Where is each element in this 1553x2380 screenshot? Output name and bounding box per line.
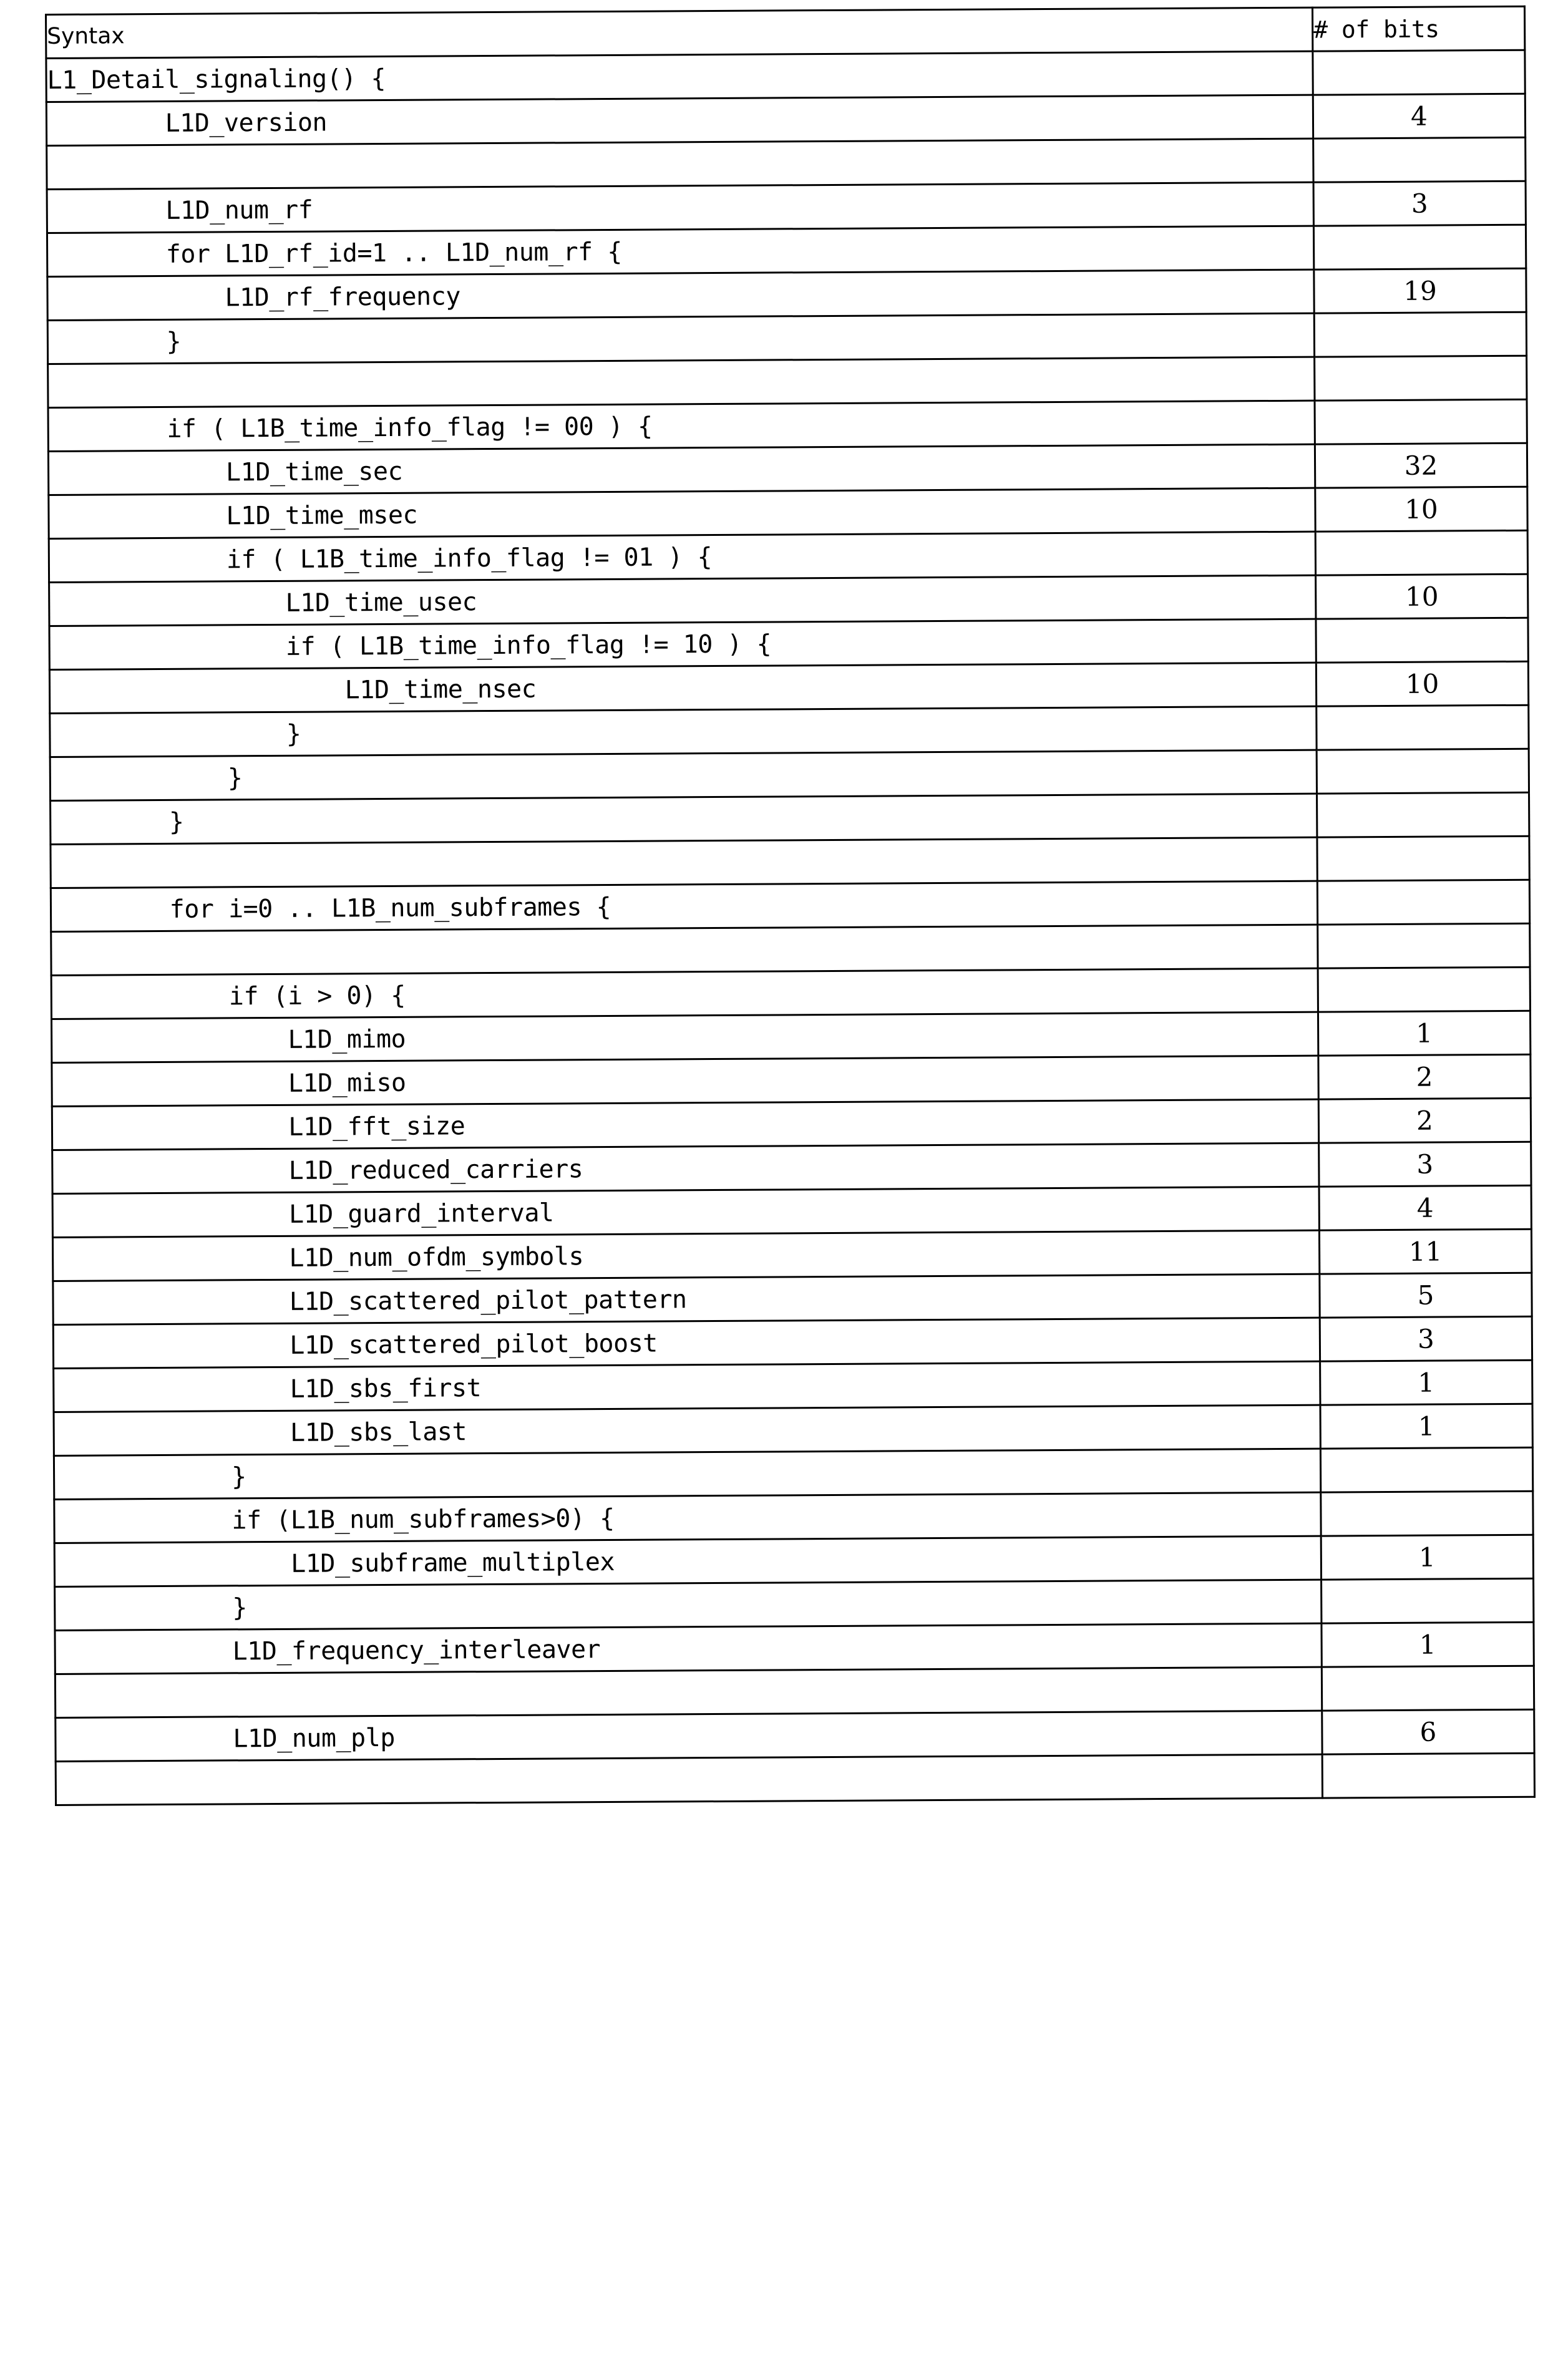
table-row <box>55 1578 1534 1630</box>
bits-cell: 2 <box>1318 1098 1531 1143</box>
table-row <box>49 618 1528 669</box>
table-row <box>49 530 1527 582</box>
table-row <box>52 1098 1531 1150</box>
table-row <box>48 443 1527 495</box>
table-body <box>46 50 1535 1805</box>
bits-cell: 11 <box>1319 1229 1531 1274</box>
syntax-cell: L1D_miso <box>52 1056 1318 1106</box>
table-row <box>56 1753 1534 1805</box>
bits-cell: 6 <box>1322 1709 1534 1754</box>
syntax-cell-empty <box>48 357 1315 407</box>
syntax-cell: if (L1B_num_subframes>0) { <box>54 1492 1321 1543</box>
syntax-cell: } <box>55 1580 1322 1630</box>
syntax-cell: L1D_time_sec <box>48 444 1315 495</box>
bits-cell-empty <box>1320 1447 1532 1492</box>
table-row <box>54 1404 1532 1455</box>
syntax-cell: L1D_num_plp <box>56 1711 1322 1761</box>
syntax-cell: } <box>54 1449 1320 1499</box>
bits-cell-empty <box>1315 356 1527 401</box>
table-row <box>54 1360 1532 1412</box>
syntax-cell: L1D_time_usec <box>49 575 1316 626</box>
table-row <box>50 705 1529 757</box>
syntax-cell: L1D_num_rf <box>47 182 1313 233</box>
table-row <box>54 1491 1533 1543</box>
syntax-cell: L1D_mimo <box>52 1012 1318 1062</box>
syntax-cell: } <box>51 794 1317 844</box>
syntax-cell: if ( L1B_time_info_flag != 01 ) { <box>49 532 1315 582</box>
bits-cell-empty <box>1313 137 1526 182</box>
syntax-cell: L1D_frequency_interleaver <box>55 1623 1322 1674</box>
bits-cell: 1 <box>1321 1535 1533 1580</box>
syntax-cell: L1D_num_ofdm_symbols <box>52 1230 1319 1281</box>
bits-cell-empty <box>1313 225 1526 270</box>
bits-cell: 1 <box>1320 1404 1532 1449</box>
syntax-cell-empty <box>55 1667 1322 1717</box>
syntax-cell: for L1D_rf_id=1 .. L1D_num_rf { <box>47 226 1313 276</box>
table-row <box>52 1142 1531 1193</box>
syntax-cell-empty <box>47 138 1313 189</box>
bits-cell: 1 <box>1320 1360 1532 1405</box>
syntax-cell: L1D_time_nsec <box>49 663 1316 713</box>
bits-cell-empty <box>1317 749 1529 794</box>
bits-cell-empty <box>1316 618 1528 663</box>
syntax-cell: L1D_subframe_multiplex <box>54 1536 1321 1586</box>
table-row <box>50 749 1529 800</box>
syntax-cell: L1D_time_msec <box>49 488 1315 538</box>
bits-cell: 10 <box>1315 487 1527 532</box>
table-row <box>52 1185 1531 1237</box>
bits-cell-empty <box>1317 705 1529 750</box>
bits-cell-empty <box>1315 530 1527 575</box>
syntax-cell: L1D_version <box>46 95 1313 145</box>
table-row <box>47 268 1526 320</box>
bits-cell: 2 <box>1318 1054 1531 1099</box>
syntax-cell: L1D_reduced_carriers <box>52 1143 1319 1193</box>
bits-cell-empty <box>1322 1578 1534 1623</box>
bits-cell-empty <box>1317 792 1529 837</box>
table-row <box>49 487 1527 538</box>
table-row <box>47 181 1526 233</box>
table-row <box>47 312 1526 364</box>
syntax-cell-empty <box>51 837 1317 888</box>
table-row <box>46 50 1525 102</box>
column-header-syntax: Syntax <box>46 7 1313 58</box>
bits-cell: 1 <box>1322 1622 1534 1667</box>
syntax-cell: } <box>50 750 1317 800</box>
table-row <box>52 1229 1531 1281</box>
syntax-cell-empty <box>51 925 1318 975</box>
table-row <box>51 880 1529 931</box>
bits-cell-empty <box>1321 1491 1533 1536</box>
bits-cell: 1 <box>1318 1011 1530 1056</box>
bits-cell-empty <box>1317 836 1529 881</box>
table-row <box>49 574 1528 626</box>
l1-detail-signaling-syntax-table <box>45 6 1536 1806</box>
table-row <box>51 923 1530 975</box>
bits-cell: 3 <box>1319 1142 1531 1187</box>
table-row <box>55 1622 1534 1674</box>
syntax-cell: L1D_fft_size <box>52 1099 1318 1150</box>
syntax-cell: if ( L1B_time_info_flag != 00 ) { <box>48 401 1315 451</box>
syntax-cell: L1D_scattered_pilot_boost <box>53 1318 1320 1368</box>
syntax-cell: } <box>47 313 1314 364</box>
bits-cell: 10 <box>1316 574 1528 619</box>
bits-cell: 32 <box>1315 443 1527 488</box>
syntax-cell: } <box>50 706 1317 757</box>
bits-cell: 5 <box>1320 1273 1532 1318</box>
table-row <box>56 1709 1534 1761</box>
bits-cell-empty <box>1318 967 1530 1012</box>
column-header-num-bits: # of bits <box>1312 6 1524 51</box>
syntax-cell: L1D_sbs_first <box>54 1361 1320 1412</box>
syntax-cell: L1D_sbs_last <box>54 1405 1320 1455</box>
syntax-cell: L1D_rf_frequency <box>47 270 1314 320</box>
syntax-cell: L1D_scattered_pilot_pattern <box>53 1274 1320 1324</box>
table-row <box>51 967 1530 1019</box>
syntax-cell: for i=0 .. L1B_num_subframes { <box>51 881 1317 931</box>
table-row <box>48 399 1527 451</box>
syntax-cell: L1_Detail_signaling() { <box>46 51 1313 102</box>
bits-cell-empty <box>1315 399 1527 444</box>
syntax-cell: if ( L1B_time_info_flag != 10 ) { <box>49 619 1316 669</box>
bits-cell: 3 <box>1320 1316 1532 1361</box>
bits-cell-empty <box>1314 312 1526 357</box>
table-header-row <box>46 6 1525 58</box>
table-row <box>47 225 1526 276</box>
bits-cell: 10 <box>1316 661 1528 706</box>
table-row <box>46 94 1525 145</box>
table-row <box>51 792 1529 844</box>
syntax-cell-empty <box>56 1754 1322 1805</box>
bits-cell: 4 <box>1319 1185 1531 1230</box>
table-row <box>49 661 1528 713</box>
bits-cell-empty <box>1322 1666 1534 1711</box>
table-row <box>55 1666 1534 1717</box>
syntax-cell: if (i > 0) { <box>51 968 1318 1019</box>
table-row <box>47 137 1526 189</box>
table-row <box>53 1273 1532 1324</box>
bits-cell: 4 <box>1313 94 1525 138</box>
table-row <box>52 1054 1531 1106</box>
table-row <box>54 1447 1532 1499</box>
bits-cell: 19 <box>1314 268 1526 313</box>
table-row <box>54 1535 1533 1586</box>
table-row <box>52 1011 1531 1062</box>
syntax-cell: L1D_guard_interval <box>52 1187 1319 1237</box>
bits-cell-empty <box>1317 880 1529 925</box>
bits-cell-empty <box>1322 1753 1534 1798</box>
table-row <box>48 356 1527 407</box>
table-row <box>51 836 1529 888</box>
table-row <box>53 1316 1532 1368</box>
bits-cell-empty <box>1313 50 1525 95</box>
bits-cell-empty <box>1318 923 1530 968</box>
bits-cell: 3 <box>1313 181 1526 226</box>
